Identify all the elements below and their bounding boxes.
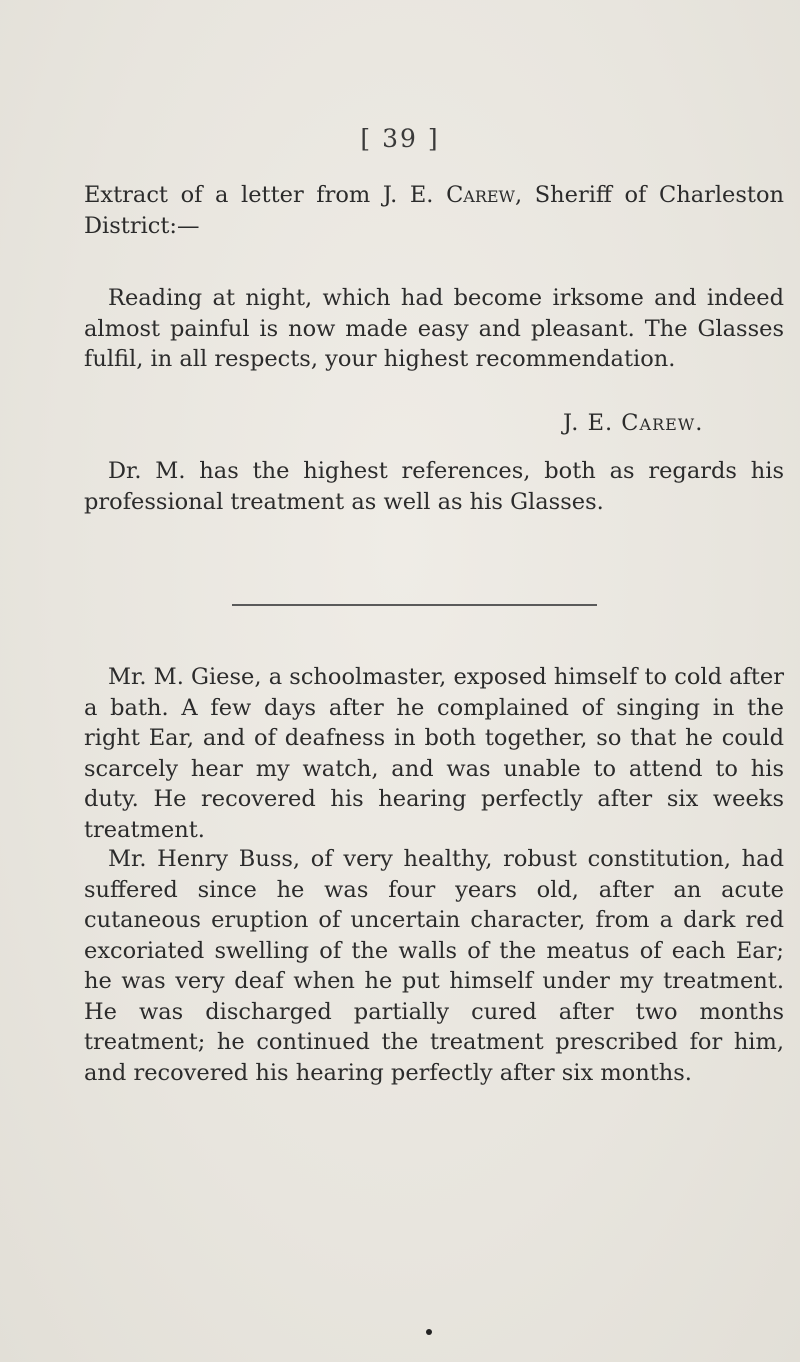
testimonial-paragraph: Reading at night, which had become irksome and indeed almost painful is now made easy and pleasant. The Glasses fulfil, in all respects, your highest recommendation. xyxy=(84,285,784,372)
case-giese-paragraph: Mr. M. Giese, a schoolmaster, exposed himself to cold after a bath. A few days after he complained of singing in the right Ear, and of deafness in both together, so that he could scarcely hear my watch, and was unable to attend to his duty. He recovered his hearing perfectly after six weeks treatment. xyxy=(84,664,784,843)
intro-heading xyxy=(84,180,784,241)
case-buss-paragraph: Mr. Henry Buss, of very healthy, robust constitution, had suffered since he was four years old, after an acute cutaneous eruption of uncertain character, from a dark red excoriated swelling of the walls of the meatus of each Ear; he was very deaf when he put himself under my treatment. He was discharged partially cured after two months treatment; he continued the treatment prescribed for him, and recovered his hearing perfectly after six months. xyxy=(84,846,784,1086)
intro-rest: , Sheriff of Charleston District:— xyxy=(84,182,784,239)
signature: J. E. Carew. xyxy=(563,410,704,436)
section-divider xyxy=(232,604,597,606)
page-number: [ 39 ] xyxy=(360,124,440,153)
references-paragraph: Dr. M. has the highest references, both as regards his professional treatment as well as his Glasses. xyxy=(84,458,784,515)
intro-lead: Extract of a letter from J. E. xyxy=(84,182,447,208)
intro-name: Carew xyxy=(446,182,516,208)
ink-dot xyxy=(426,1329,432,1335)
